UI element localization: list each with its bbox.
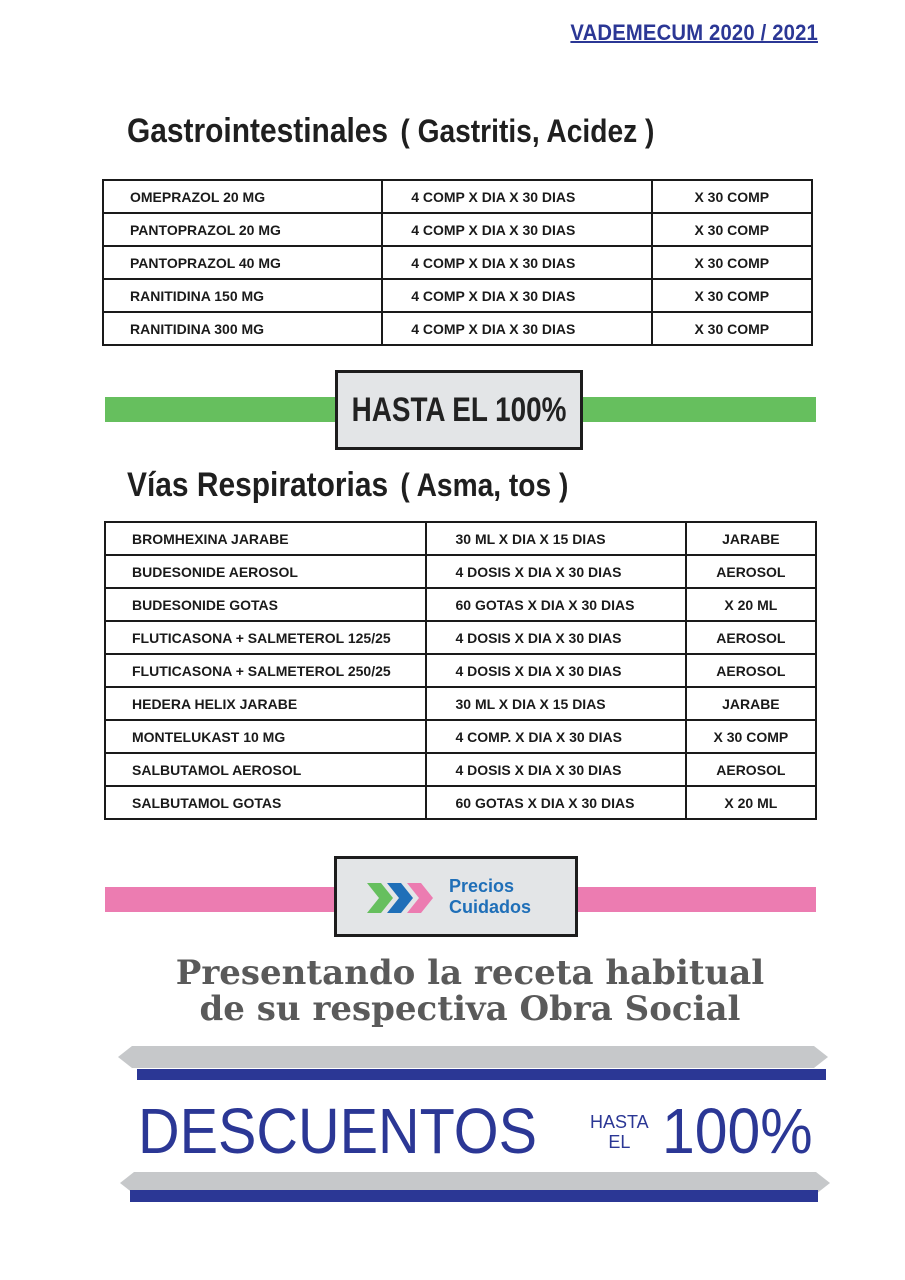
table-row — [103, 312, 812, 345]
descuentos-text: DESCUENTOS — [138, 1095, 538, 1167]
precios-line2: Cuidados — [449, 897, 532, 917]
vademecum-title: VADEMECUM 2020 / 2021 — [570, 20, 818, 45]
table-row — [105, 555, 816, 588]
precios-cuidados-badge — [334, 856, 578, 937]
presentation-cell: AEROSOL — [686, 654, 816, 687]
presentation-cell: JARABE — [686, 522, 816, 555]
hasta-badge — [335, 370, 583, 450]
presentando-line1: Presentando la receta habitual — [175, 953, 765, 993]
table-row — [105, 687, 816, 720]
resp-title: Vías Respiratorias — [127, 466, 389, 504]
resp-section-title — [127, 466, 568, 505]
presentation-cell: X 30 COMP — [652, 180, 812, 213]
chevron-arrows-icon — [367, 879, 439, 917]
dosage-cell: 4 DOSIS X DIA X 30 DIAS — [426, 555, 685, 588]
drug-name-cell: MONTELUKAST 10 MG — [105, 720, 426, 753]
dosage-cell: 60 GOTAS X DIA X 30 DIAS — [426, 786, 685, 819]
gastro-title: Gastrointestinales — [127, 112, 389, 150]
presentation-cell: X 20 ML — [686, 786, 816, 819]
table-row — [103, 180, 812, 213]
dosage-cell: 4 DOSIS X DIA X 30 DIAS — [426, 753, 685, 786]
drug-name-cell: PANTOPRAZOL 20 MG — [103, 213, 382, 246]
hasta-el-text — [590, 1112, 649, 1152]
ribbon-top-blue — [137, 1069, 826, 1080]
presentation-cell: X 30 COMP — [652, 213, 812, 246]
table-row — [105, 753, 816, 786]
drug-name-cell: SALBUTAMOL GOTAS — [105, 786, 426, 819]
presentation-cell: AEROSOL — [686, 621, 816, 654]
presentation-cell: JARABE — [686, 687, 816, 720]
presentation-cell: AEROSOL — [686, 753, 816, 786]
presentation-cell: X 30 COMP — [652, 312, 812, 345]
table-row — [105, 654, 816, 687]
dosage-cell: 4 COMP. X DIA X 30 DIAS — [426, 720, 685, 753]
drug-name-cell: RANITIDINA 150 MG — [103, 279, 382, 312]
table-row — [105, 588, 816, 621]
drug-name-cell: BROMHEXINA JARABE — [105, 522, 426, 555]
table-row — [103, 213, 812, 246]
ribbon-top-gray — [118, 1046, 828, 1068]
drug-name-cell: SALBUTAMOL AEROSOL — [105, 753, 426, 786]
presentando-line2: de su respectiva Obra Social — [199, 989, 741, 1029]
dosage-cell: 4 COMP X DIA X 30 DIAS — [382, 213, 651, 246]
presentation-cell: X 20 ML — [686, 588, 816, 621]
hasta-badge-text: HASTA EL 100% — [351, 390, 567, 429]
drug-name-cell: FLUTICASONA + SALMETEROL 250/25 — [105, 654, 426, 687]
drug-name-cell: BUDESONIDE AEROSOL — [105, 555, 426, 588]
drug-name-cell: BUDESONIDE GOTAS — [105, 588, 426, 621]
table-row — [105, 720, 816, 753]
dosage-cell: 4 COMP X DIA X 30 DIAS — [382, 246, 651, 279]
presentation-cell: X 30 COMP — [652, 246, 812, 279]
el-word: EL — [608, 1132, 631, 1152]
dosage-cell: 30 ML X DIA X 15 DIAS — [426, 687, 685, 720]
gastro-subtitle: ( Gastritis, Acidez ) — [400, 113, 655, 149]
presentation-cell: X 30 COMP — [686, 720, 816, 753]
drug-name-cell: RANITIDINA 300 MG — [103, 312, 382, 345]
table-row — [103, 246, 812, 279]
dosage-cell: 4 COMP X DIA X 30 DIAS — [382, 180, 651, 213]
ribbon-bottom-blue — [130, 1190, 818, 1202]
dosage-cell: 30 ML X DIA X 15 DIAS — [426, 522, 685, 555]
dosage-cell: 4 COMP X DIA X 30 DIAS — [382, 279, 651, 312]
resp-table — [104, 521, 817, 820]
precios-cuidados-label — [449, 876, 531, 918]
presentando-text — [150, 955, 790, 1027]
dosage-cell: 60 GOTAS X DIA X 30 DIAS — [426, 588, 685, 621]
descuento-percent: 100% — [662, 1095, 813, 1167]
drug-name-cell: PANTOPRAZOL 40 MG — [103, 246, 382, 279]
dosage-cell: 4 DOSIS X DIA X 30 DIAS — [426, 654, 685, 687]
drug-name-cell: FLUTICASONA + SALMETEROL 125/25 — [105, 621, 426, 654]
drug-name-cell: OMEPRAZOL 20 MG — [103, 180, 382, 213]
dosage-cell: 4 COMP X DIA X 30 DIAS — [382, 312, 651, 345]
table-row — [105, 621, 816, 654]
table-row — [105, 786, 816, 819]
dosage-cell: 4 DOSIS X DIA X 30 DIAS — [426, 621, 685, 654]
gastro-section-title — [127, 112, 654, 151]
hasta-word: HASTA — [590, 1112, 649, 1132]
resp-subtitle: ( Asma, tos ) — [400, 467, 569, 503]
drug-name-cell: HEDERA HELIX JARABE — [105, 687, 426, 720]
presentation-cell: X 30 COMP — [652, 279, 812, 312]
table-row — [103, 279, 812, 312]
table-row — [105, 522, 816, 555]
gastro-table — [102, 179, 813, 346]
presentation-cell: AEROSOL — [686, 555, 816, 588]
precios-line1: Precios — [449, 876, 515, 896]
